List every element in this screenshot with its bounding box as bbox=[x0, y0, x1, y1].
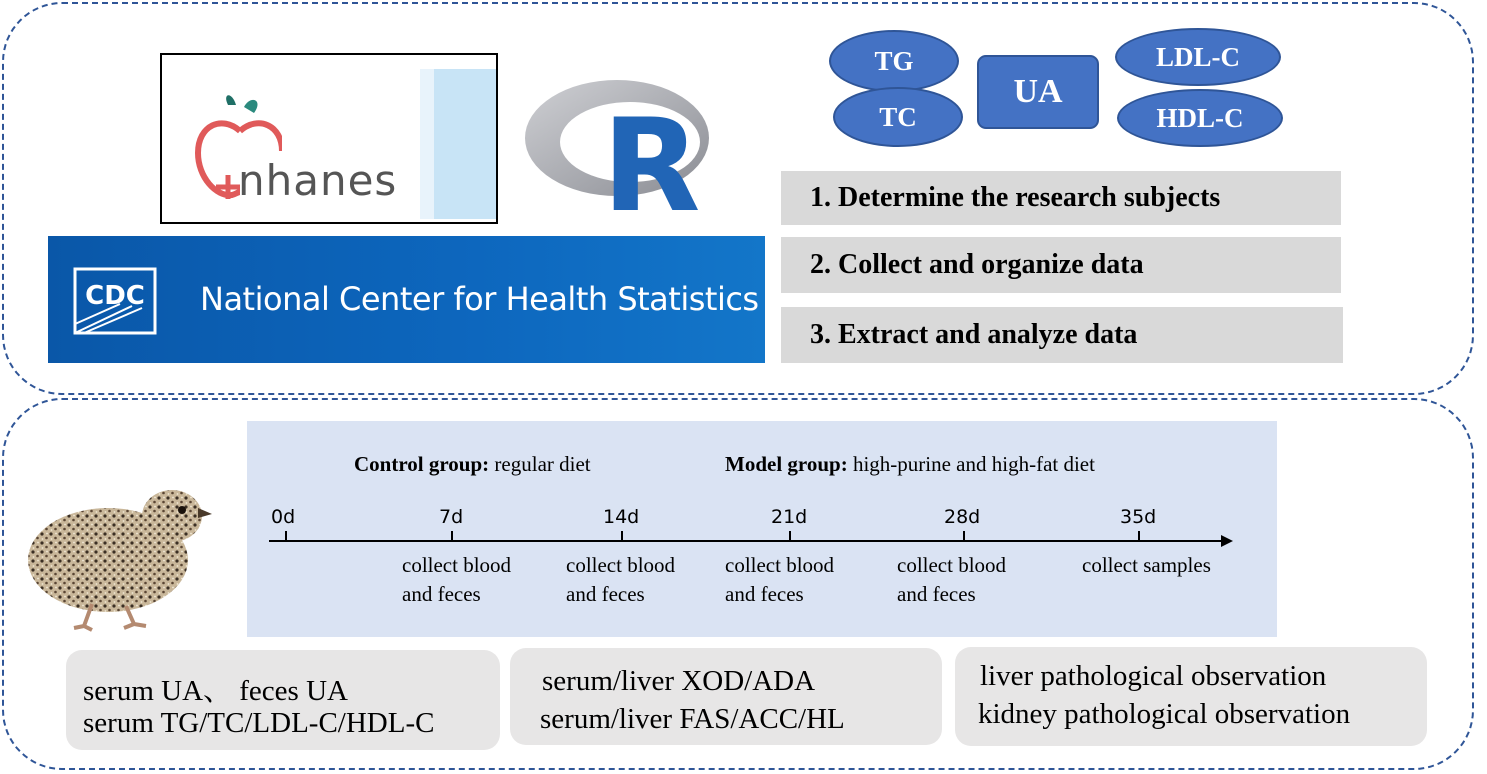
measurement-kidney-pathology: kidney pathological observation bbox=[978, 698, 1351, 730]
note-28d-line2: and feces bbox=[897, 582, 976, 606]
quail-eye bbox=[178, 506, 186, 514]
measurement-box-enzymes bbox=[510, 648, 942, 745]
day-14d: 14d bbox=[603, 506, 640, 528]
note-7d-line1: collect blood bbox=[402, 553, 512, 577]
quail-image bbox=[22, 478, 217, 633]
timeline-arrow-icon bbox=[1221, 535, 1233, 547]
note-28d bbox=[897, 551, 1006, 609]
day-0d: 0d bbox=[271, 506, 296, 528]
measurement-fas-acc-hl: serum/liver FAS/ACC/HL bbox=[540, 703, 845, 735]
note-35d bbox=[1082, 551, 1211, 580]
nhanes-wordmark: nhanes bbox=[238, 156, 398, 205]
step-collect-data: 2. Collect and organize data bbox=[781, 237, 1341, 293]
experiment-timeline bbox=[247, 421, 1277, 637]
control-group-diet: regular diet bbox=[489, 452, 591, 476]
nhanes-logo bbox=[160, 53, 498, 224]
measurement-liver-pathology: liver pathological observation bbox=[980, 660, 1327, 692]
note-21d-line2: and feces bbox=[725, 582, 804, 606]
day-21d: 21d bbox=[771, 506, 808, 528]
measurement-xod-ada: serum/liver XOD/ADA bbox=[542, 665, 816, 697]
note-21d-line1: collect blood bbox=[725, 553, 835, 577]
cdc-icon bbox=[72, 266, 158, 336]
indicator-tc: TC bbox=[833, 87, 963, 147]
step-determine-subjects: 1. Determine the research subjects bbox=[781, 171, 1341, 225]
measurement-serum-lipids: serum TG/TC/LDL-C/HDL-C bbox=[83, 707, 435, 739]
day-28d: 28d bbox=[944, 506, 981, 528]
note-14d bbox=[566, 551, 675, 609]
cdc-abbr: CDC bbox=[85, 281, 145, 311]
model-group-diet: high-purine and high-fat diet bbox=[847, 452, 1095, 476]
note-7d-line2: and feces bbox=[402, 582, 481, 606]
step-analyze-data: 3. Extract and analyze data bbox=[781, 307, 1343, 363]
indicator-tg: TG bbox=[829, 30, 959, 92]
r-letter: R bbox=[602, 92, 701, 216]
control-group-title: Control group: bbox=[354, 452, 490, 476]
day-35d: 35d bbox=[1120, 506, 1157, 528]
nchs-name: National Center for Health Statistics bbox=[200, 280, 759, 318]
note-28d-line1: collect blood bbox=[897, 553, 1007, 577]
note-14d-line2: and feces bbox=[566, 582, 645, 606]
r-logo bbox=[522, 76, 722, 216]
measurement-serum-feces-ua: serum UA、 feces UA bbox=[83, 675, 348, 707]
nhanes-logo-accent-light bbox=[420, 69, 434, 219]
indicator-hdl-c: HDL-C bbox=[1117, 89, 1283, 147]
indicator-ldl-c: LDL-C bbox=[1115, 28, 1281, 86]
indicator-ua: UA bbox=[977, 55, 1099, 129]
note-21d bbox=[725, 551, 834, 609]
quail-beak bbox=[198, 508, 212, 518]
model-group-title: Model group: bbox=[725, 452, 848, 476]
cdc-nchs-banner bbox=[48, 236, 765, 363]
measurement-box-pathology bbox=[955, 647, 1427, 746]
measurement-box-ua-lipids bbox=[66, 650, 500, 750]
note-7d bbox=[402, 551, 511, 609]
note-35d-line1: collect samples bbox=[1082, 553, 1211, 577]
day-7d: 7d bbox=[439, 506, 464, 528]
nhanes-logo-accent bbox=[434, 69, 496, 219]
note-14d-line1: collect blood bbox=[566, 553, 676, 577]
